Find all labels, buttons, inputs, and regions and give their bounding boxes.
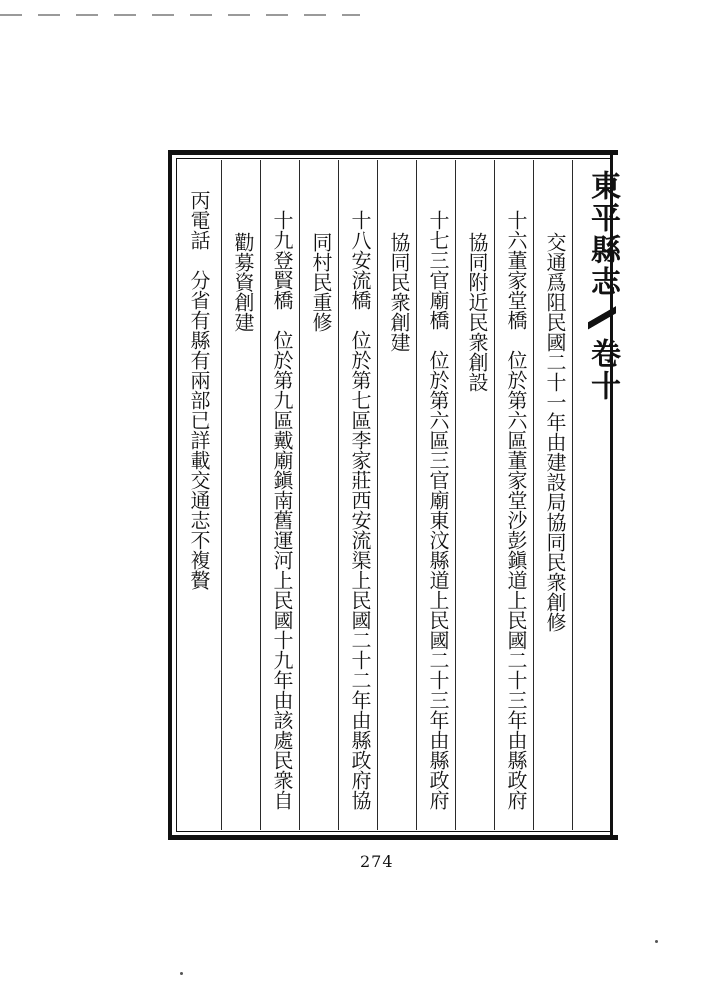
column-rule	[455, 160, 456, 830]
running-title-text: 東平縣志	[585, 170, 620, 298]
text-column-1: 交通爲阻民國二十一年由建設局協同民衆創修	[543, 232, 567, 632]
text-column-6: 十八安流橋 位於第七區李家莊西安流渠上民國二十二年由縣政府協	[348, 210, 372, 810]
column-rule	[299, 160, 300, 830]
title-separator-mark	[588, 306, 616, 330]
text-column-10: 丙電話 分省有縣有兩部已詳載交通志不複贅	[187, 190, 211, 590]
text-column-3: 協同附近民衆創設	[465, 232, 489, 392]
column-rule	[533, 160, 534, 830]
text-column-8: 十九登賢橋 位於第九區戴廟鎭南舊運河上民國十九年由該處民衆自	[270, 210, 294, 810]
running-title-volume: 卷十	[585, 338, 620, 402]
column-rule	[221, 160, 222, 830]
text-column-5: 協同民衆創建	[387, 232, 411, 352]
column-rule	[416, 160, 417, 830]
page-number: 274	[360, 852, 394, 871]
text-column-7: 同村民重修	[309, 232, 333, 332]
scan-border-dashes	[0, 14, 360, 16]
text-column-2: 十六董家堂橋 位於第六區董家堂沙彭鎭道上民國二十三年由縣政府	[504, 210, 528, 810]
column-rule	[494, 160, 495, 830]
column-rule	[572, 160, 573, 830]
scan-speck	[180, 972, 183, 975]
column-rule	[377, 160, 378, 830]
column-rule	[338, 160, 339, 830]
text-column-9: 勸募資創建	[231, 232, 255, 332]
running-title	[580, 170, 624, 402]
scan-speck	[655, 940, 658, 943]
column-rule	[260, 160, 261, 830]
text-column-4: 十七三官廟橋 位於第六區三官廟東汶縣道上民國二十三年由縣政府	[426, 210, 450, 810]
